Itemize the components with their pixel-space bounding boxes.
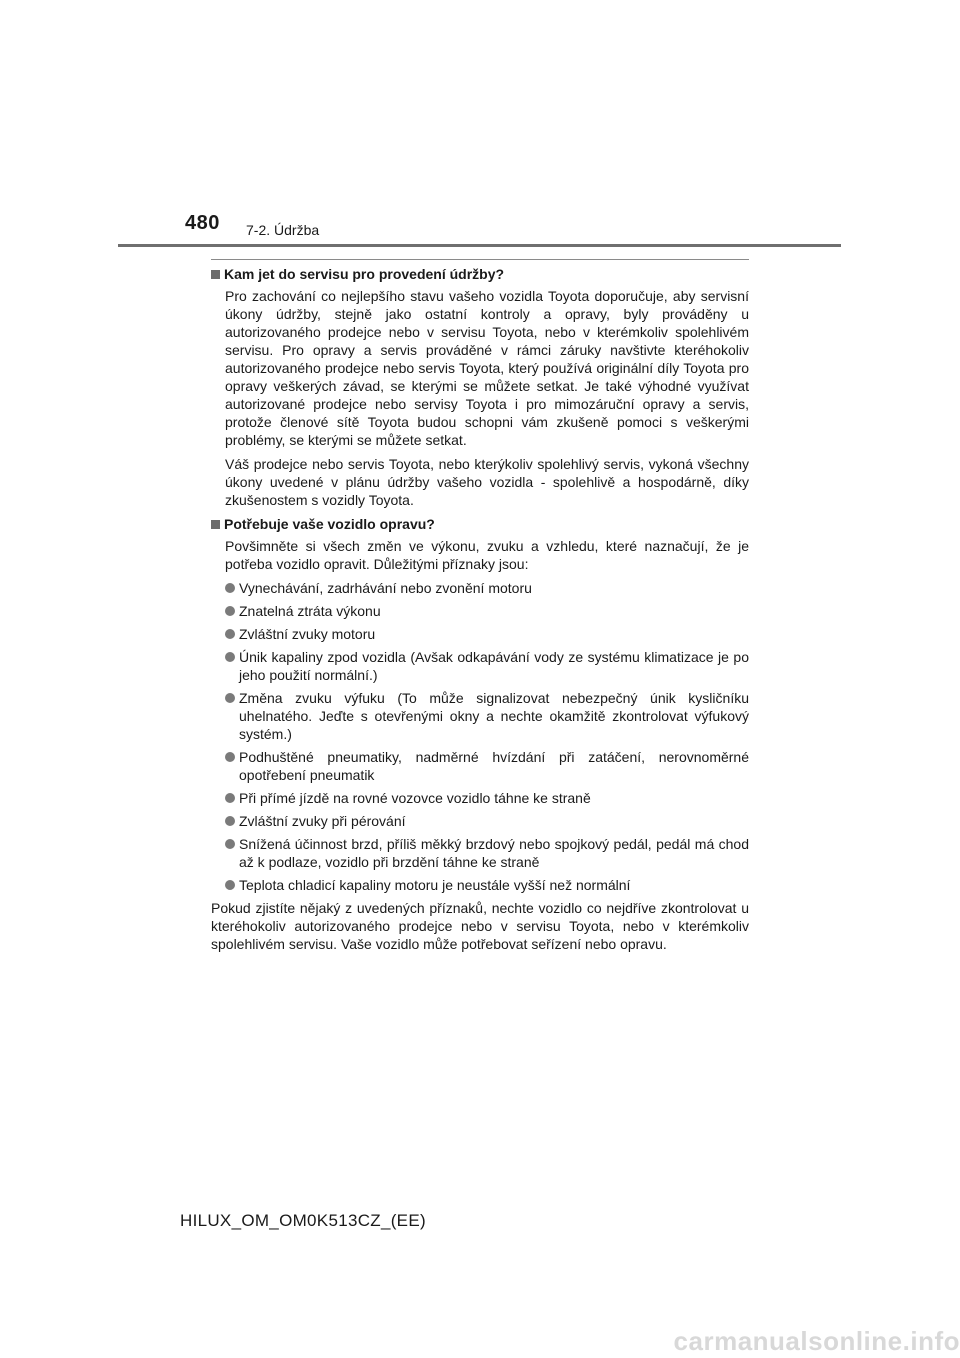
paragraph: Pro zachování co nejlepšího stavu vašeho vozidla Toyota doporučuje, aby servisní úkony údržby, stejně jako ostatní kontroly a opravy, byly prováděny u autorizovaného prodejce nebo v servisu Toyota, nebo v kterémkoliv spolehlivém servisu. Pro opravy a servis prováděné v rámci záruky navštivte kteréhokoliv autorizovaného prodejce nebo servis Toyota, který používá originální díly Toyota pro opravy veškerých závad, se kterými se můžete setkat. Je také výhodné využívat autorizované prodejce nebo servisy Toyota i pro mimozáruční opravy a servis, protože členové sítě Toyota budou schopni vám zkušeně pomoci s veškerými problémy, se kterými se můžete setkat. xyxy=(225,288,749,448)
section-heading-text: Potřebuje vaše vozidlo opravu? xyxy=(224,516,435,532)
section-repair-needed xyxy=(211,515,749,953)
circle-bullet-icon xyxy=(225,793,235,803)
content-divider xyxy=(211,259,749,260)
circle-bullet-icon xyxy=(225,816,235,826)
square-bullet-icon xyxy=(211,270,220,279)
list-item xyxy=(211,625,749,643)
page-content xyxy=(211,265,749,953)
list-item-text: Zvláštní zvuky motoru xyxy=(239,626,376,642)
list-item-text: Při přímé jízdě na rovné vozovce vozidlo táhne ke straně xyxy=(239,790,591,806)
section-heading-text: Kam jet do servisu pro provedení údržby? xyxy=(224,266,505,282)
circle-bullet-icon xyxy=(225,839,235,849)
list-item xyxy=(211,602,749,620)
section-service-location xyxy=(211,265,749,509)
list-item-text: Podhuštěné pneumatiky, nadměrné hvízdání při zatáčení, nerovnoměrné opotřebení pneumatik xyxy=(239,749,749,783)
footer-document-code: HILUX_OM_OM0K513CZ_(EE) xyxy=(180,1211,426,1230)
list-item-text: Teplota chladicí kapaliny motoru je neustále vyšší než normální xyxy=(239,877,631,893)
square-bullet-icon xyxy=(211,520,220,529)
header-divider xyxy=(118,244,841,247)
circle-bullet-icon xyxy=(225,880,235,890)
page-number: 480 xyxy=(185,212,220,234)
section-heading xyxy=(211,265,749,283)
circle-bullet-icon xyxy=(225,606,235,616)
section-title: 7-2. Údržba xyxy=(246,222,320,238)
list-item-text: Znatelná ztráta výkonu xyxy=(239,603,381,619)
circle-bullet-icon xyxy=(225,752,235,762)
closing-paragraph: Pokud zjistíte nějaký z uvedených příznaků, nechte vozidlo co nejdříve zkontrolovat u kteréhokoliv autorizovaného prodejce nebo v servisu Toyota, nebo v kterémkoliv spolehlivém servisu. Vaše vozidlo může potřebovat seřízení nebo opravu. xyxy=(211,900,749,952)
list-item xyxy=(211,789,749,807)
watermark-logo: carmanualsonline.info xyxy=(673,1326,960,1356)
circle-bullet-icon xyxy=(225,693,235,703)
section-heading xyxy=(211,515,749,533)
list-item xyxy=(211,835,749,871)
list-item xyxy=(211,812,749,830)
page-header xyxy=(0,0,960,250)
list-item-text: Únik kapaliny zpod vozidla (Avšak odkapávání vody ze systému klimatizace je po jeho použití normální.) xyxy=(239,649,749,683)
list-item xyxy=(211,748,749,784)
symptom-list xyxy=(211,579,749,894)
list-item-text: Zvláštní zvuky při pérování xyxy=(239,813,406,829)
list-item-text: Snížená účinnost brzd, příliš měkký brzdový nebo spojkový pedál, pedál má chod až k podlaze, vozidlo při brzdění táhne ke straně xyxy=(239,836,749,870)
list-item xyxy=(211,876,749,894)
list-item xyxy=(211,689,749,743)
paragraph: Povšimněte si všech změn ve výkonu, zvuku a vzhledu, které naznačují, že je potřeba vozidlo opravit. Důležitými příznaky jsou: xyxy=(225,538,749,572)
circle-bullet-icon xyxy=(225,583,235,593)
list-item-text: Změna zvuku výfuku (To může signalizovat nebezpečný únik kysličníku uhelnatého. Jeďte s otevřenými okny a nechte okamžitě zkontrolovat výfukový systém.) xyxy=(239,690,749,742)
list-item xyxy=(211,648,749,684)
circle-bullet-icon xyxy=(225,629,235,639)
list-item-text: Vynechávání, zadrhávání nebo zvonění motoru xyxy=(239,580,532,596)
list-item xyxy=(211,579,749,597)
circle-bullet-icon xyxy=(225,652,235,662)
paragraph: Váš prodejce nebo servis Toyota, nebo kterýkoliv spolehlivý servis, vykoná všechny úkony uvedené v plánu údržby vašeho vozidla - spolehlivě a hospodárně, díky zkušenostem s vozidly Toyota. xyxy=(225,456,749,508)
